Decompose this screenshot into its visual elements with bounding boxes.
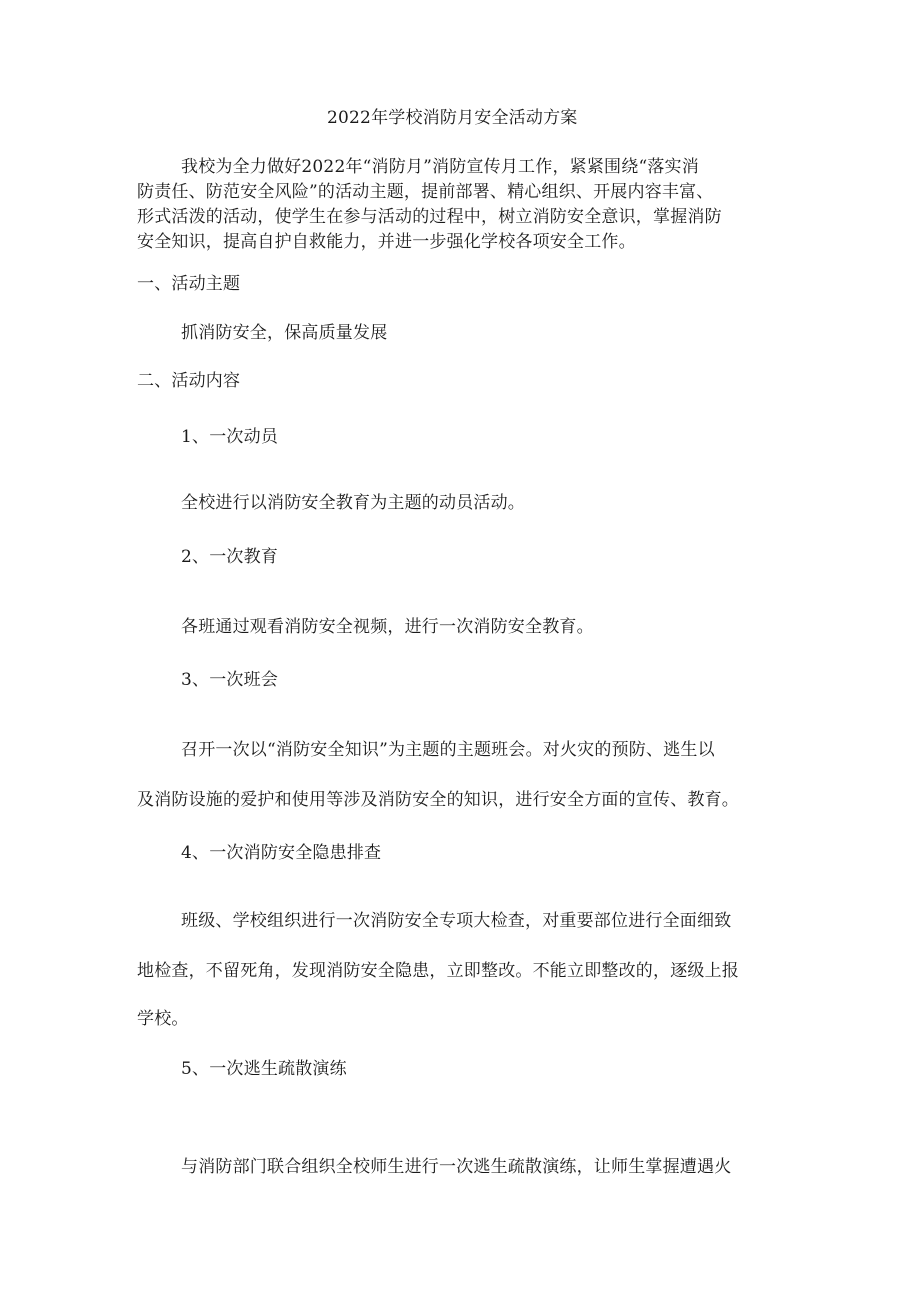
item-title-1: 1、一次动员 [181, 427, 279, 447]
item-body-3-line-1: 召开一次以“消防安全知识”为主题的主题班会。对火灾的预防、逃生以 [181, 740, 715, 760]
item-body-1-line-1: 全校进行以消防安全教育为主题的动员活动。 [181, 493, 525, 513]
intro-line-1: 我校为全力做好2022年“消防月”消防宣传月工作，紧紧围绕“落实消 [181, 157, 699, 177]
item-body-2-line-1: 各班通过观看消防安全视频，进行一次消防安全教育。 [181, 617, 594, 637]
item-title-5: 5、一次逃生疏散演练 [181, 1059, 347, 1079]
intro-line-3: 形式活泼的活动，使学生在参与活动的过程中，树立消防安全意识，掌握消防 [137, 207, 722, 227]
intro-line-4: 安全知识，提高自护自救能力，并进一步强化学校各项安全工作。 [137, 232, 636, 252]
page-title: 2022年学校消防月安全活动方案 [327, 108, 578, 128]
item-title-2: 2、一次教育 [181, 547, 279, 567]
item-body-4-line-1: 班级、学校组织进行一次消防安全专项大检查，对重要部位进行全面细致 [181, 911, 732, 931]
item-body-5-line-1: 与消防部门联合组织全校师生进行一次逃生疏散演练，让师生掌握遭遇火 [181, 1157, 732, 1177]
item-body-4-line-2: 地检查，不留死角，发现消防安全隐患，立即整改。不能立即整改的，逐级上报 [137, 961, 739, 981]
intro-line-2: 防责任、防范安全风险”的活动主题，提前部署、精心组织、开展内容丰富、 [137, 182, 714, 202]
section-heading-content: 二、活动内容 [137, 371, 241, 391]
section-theme-body: 抓消防安全，保高质量发展 [181, 323, 388, 343]
item-title-4: 4、一次消防安全隐患排查 [181, 843, 382, 863]
section-heading-theme: 一、活动主题 [137, 274, 241, 294]
item-body-3-line-2: 及消防设施的爱护和使用等涉及消防安全的知识，进行安全方面的宣传、教育。 [137, 790, 739, 810]
item-title-3: 3、一次班会 [181, 670, 279, 690]
item-body-4-line-3: 学校。 [137, 1009, 189, 1029]
